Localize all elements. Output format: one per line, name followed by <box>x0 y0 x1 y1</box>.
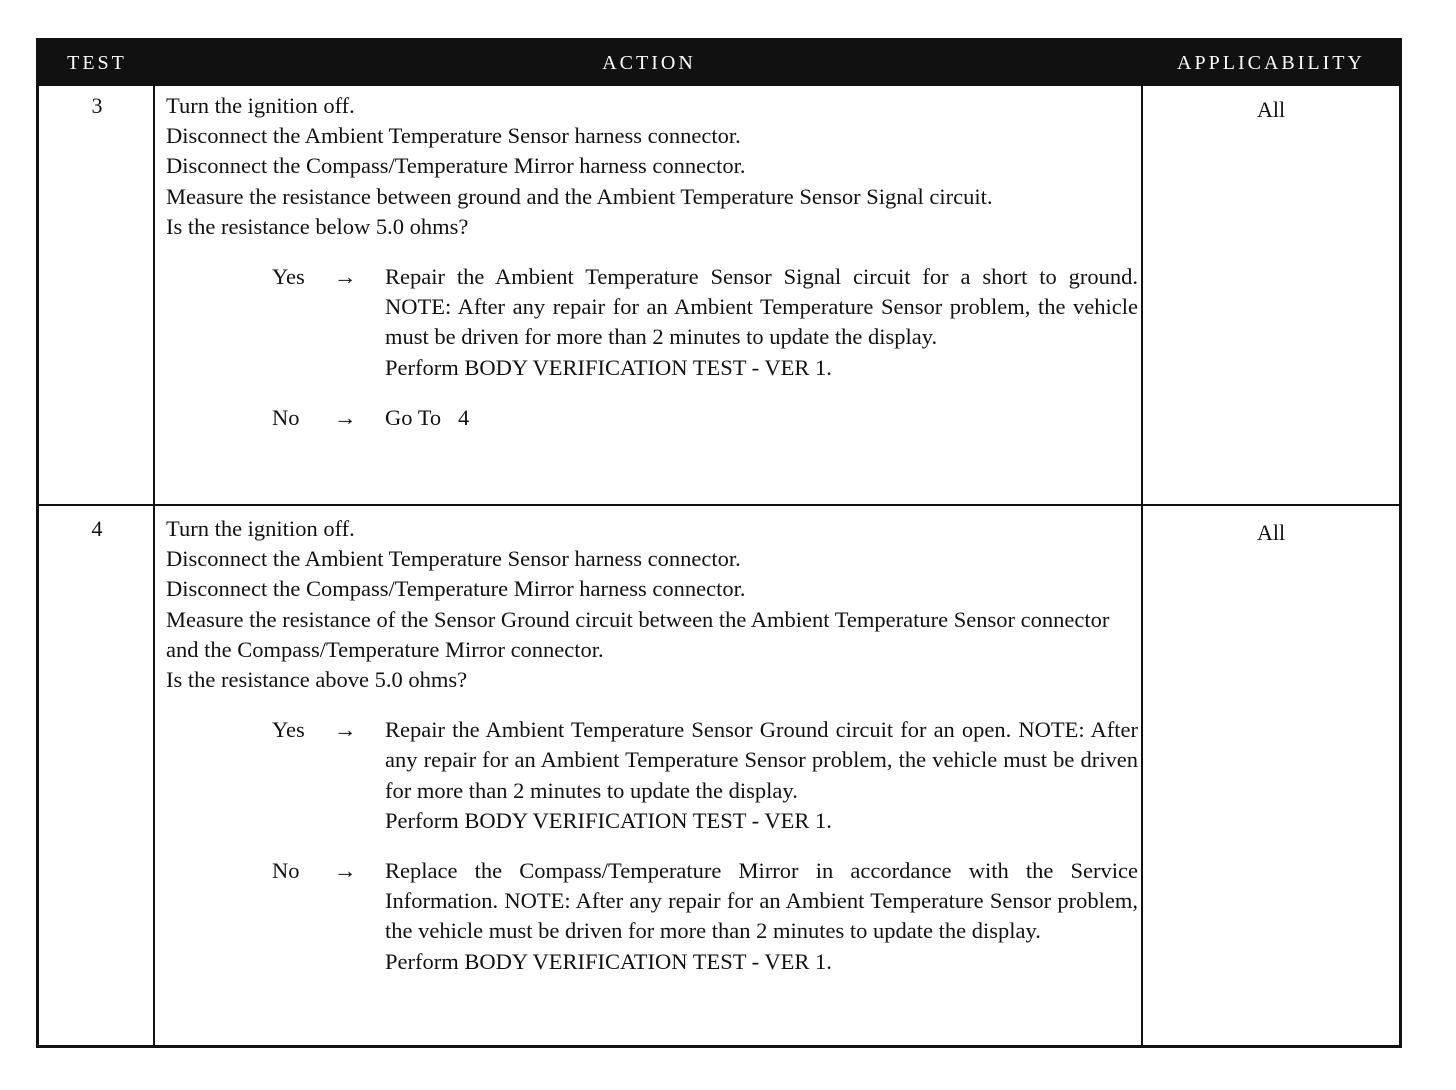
step-text: Turn the ignition off. <box>166 93 355 118</box>
right-arrow-icon: → <box>334 858 357 884</box>
yes-branch <box>166 715 1138 836</box>
step-text: Disconnect the Ambient Temperature Sensor harness connector. <box>166 123 741 149</box>
perform-text: Perform BODY VERIFICATION TEST - VER 1. <box>385 948 832 974</box>
question-text: Is the resistance above 5.0 ohms? <box>166 667 468 693</box>
yes-label: Yes <box>272 264 305 290</box>
question-text: Is the resistance below 5.0 ohms? <box>166 213 469 239</box>
action-cell <box>166 514 1138 977</box>
column-divider <box>153 86 155 1045</box>
test-number: 4 <box>91 516 103 541</box>
no-label: No <box>272 404 300 430</box>
right-arrow-icon: → <box>334 404 357 430</box>
column-divider <box>1141 86 1143 1045</box>
step-text: Turn the ignition off. <box>166 516 355 541</box>
no-text: Replace the Compass/Temperature Mirror in accordance with the Service Information. NOTE: After any repair for an Ambient Temperature Sensor problem, the vehicle must be driven for more than 2 minutes to update the display. <box>385 858 1138 944</box>
header-action: ACTION <box>602 52 696 74</box>
yes-label: Yes <box>272 717 305 743</box>
table-header <box>39 41 1399 86</box>
test-number: 3 <box>91 93 103 118</box>
no-label: No <box>272 858 300 884</box>
header-applicability: APPLICABILITY <box>1177 52 1365 74</box>
perform-text: Perform BODY VERIFICATION TEST - VER 1. <box>385 354 832 380</box>
applicability-value: All <box>1256 520 1286 545</box>
row-divider <box>39 504 1399 506</box>
right-arrow-icon: → <box>334 717 357 743</box>
step-text: Disconnect the Compass/Temperature Mirror harness connector. <box>166 153 746 179</box>
step-text: Measure the resistance of the Sensor Ground circuit between the Ambient Temperature Sensor connector and the Compass/Temperature Mirror connector. <box>166 606 1110 662</box>
yes-branch <box>166 262 1138 383</box>
no-branch <box>166 403 1138 433</box>
perform-text: Perform BODY VERIFICATION TEST - VER 1. <box>385 807 832 833</box>
yes-text: Repair the Ambient Temperature Sensor Signal circuit for a short to ground. NOTE: After any repair for an Ambient Temperature Sensor problem, the vehicle must be driven for more than 2 minutes to update the display. <box>385 264 1138 350</box>
yes-text: Repair the Ambient Temperature Sensor Ground circuit for an open. NOTE: After any repair for an Ambient Temperature Sensor problem, the vehicle must be driven for more than 2 minutes to update the display. <box>385 717 1138 803</box>
applicability-value: All <box>1256 97 1286 122</box>
no-text: Go To 4 <box>385 404 470 430</box>
header-test: TEST <box>67 52 127 74</box>
step-text: Measure the resistance between ground and the Ambient Temperature Sensor Signal circuit. <box>166 183 993 209</box>
right-arrow-icon: → <box>334 264 357 290</box>
diagnostic-test-table <box>36 38 1402 1048</box>
step-text: Disconnect the Ambient Temperature Sensor harness connector. <box>166 546 741 572</box>
no-branch <box>166 856 1138 977</box>
step-text: Disconnect the Compass/Temperature Mirror harness connector. <box>166 576 746 602</box>
action-cell <box>166 91 1138 433</box>
